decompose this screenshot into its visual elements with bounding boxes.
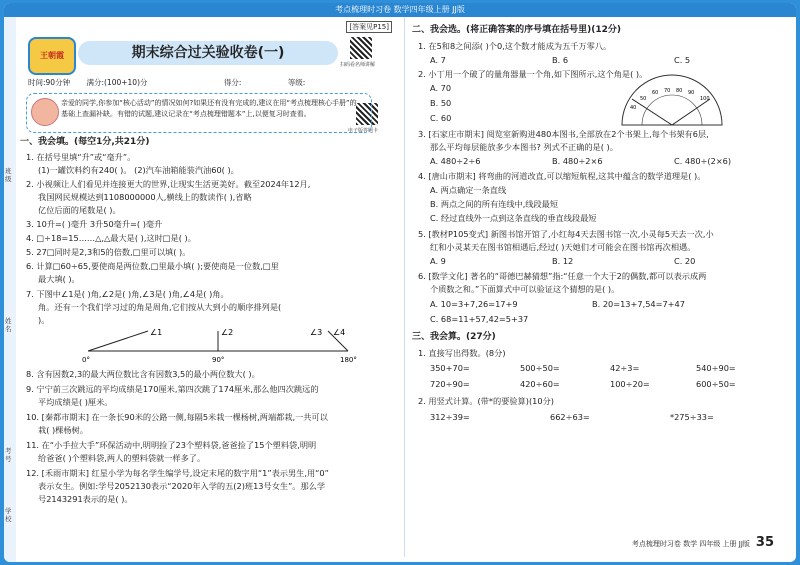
angle-tick-180: 180° (340, 356, 357, 364)
question-2-line2: 我国网民规模达到1108000000人,横线上的数读作( ),省略 (38, 192, 252, 202)
protractor-label-50: 50 (640, 96, 647, 102)
question-7-line1: 7. 下图中∠1是( )角,∠2是( )角,∠3是( )角,∠4是( )角。 (26, 289, 229, 299)
tip-box (26, 93, 372, 133)
choice-2-option-a[interactable]: A. 70 (430, 83, 452, 93)
qr-code-icon[interactable] (350, 37, 372, 59)
angle-tick-90: 90° (212, 356, 225, 364)
series-title: 考点梳理时习卷 数学四年级上册 JJ版 (335, 5, 465, 14)
calc-2-heading: 2. 用竖式计算。(带*的要验算)(10分) (418, 396, 554, 406)
vertical-calc-3: *275÷33= (670, 412, 714, 422)
page-divider (404, 17, 405, 557)
choice-4-option-a[interactable]: A. 两点确定一条直线 (430, 185, 507, 195)
question-3: 3. 10升=( )毫升 3升50毫升=( )毫升 (26, 219, 163, 229)
choice-3-line2: 那么平均每层能放多少本图书? 列式不正确的是( )。 (430, 142, 618, 152)
exam-score: 满分:(100+10)分 (86, 78, 148, 87)
angle-ray-1 (88, 331, 148, 351)
broken-protractor (612, 85, 732, 129)
choice-6-option-a[interactable]: A. 10=3+7,26=17+9 (430, 299, 518, 309)
choice-4-option-c[interactable]: C. 经过直线外一点到这条直线的垂直线段最短 (430, 213, 597, 223)
oral-1-3: 42÷3= (610, 363, 640, 373)
angle-label-3: ∠3 (310, 328, 323, 337)
gutter-name: 姓名 (5, 317, 12, 333)
choice-1: 1. 在5和8之间添( )个0,这个数才能成为五千万零八。 (418, 41, 612, 51)
choice-3-option-a[interactable]: A. 480÷2÷6 (430, 156, 481, 166)
angle-label-4: ∠4 (333, 328, 346, 337)
question-8: 8. 含有因数2,3的最大两位数比含有因数3,5的最小两位数大( )。 (26, 369, 260, 379)
tip-text: 亲爱的同学,你参加“核心活动”的情况如何?如果还有没有完成的,建议在用“考点梳理核心手册”的基础上查漏补缺。有错的试题,建议记录在“考点梳理错题本”上,以便复习时查看。 (61, 99, 357, 118)
protractor-label-100: 100 (700, 96, 710, 102)
question-6-line1: 6. 计算□60÷65,要使商是两位数,□里最小填( );要使商是一位数,□里 (26, 261, 279, 271)
grade-label: 等级: (287, 78, 306, 87)
question-6-line2: 最大填( )。 (38, 274, 80, 284)
binding-gutter (4, 17, 16, 562)
angle-label-1: ∠1 (150, 328, 163, 337)
question-9-line1: 9. 宁宁前三次跳远的平均成绩是170厘米,第四次跳了174厘米,那么他四次跳远的 (26, 384, 319, 394)
question-12-line2: 表示女生。例如:学号2052130表示“2020年入学的五(2)班13号女生”。那么学 (38, 481, 326, 491)
choice-6-line1: 6. [数学文化] 著名的“哥德巴赫猜想”指:“任意一个大于2的偶数,都可以表示成两 (418, 271, 707, 281)
page-footer (632, 535, 774, 550)
oral-1-2: 500÷50= (520, 363, 560, 373)
section-choice-heading: 二、我会选。(将正确答案的序号填在括号里)(12分) (412, 25, 621, 35)
vertical-calc-1: 312÷39= (430, 412, 470, 422)
score-label: 得分: (223, 78, 242, 87)
question-4: 4. □÷18=15……△,△最大是( ),这时□是( )。 (26, 233, 196, 243)
choice-5-option-c[interactable]: C. 20 (674, 256, 696, 266)
question-12-line3: 号2143291表示的是( )。 (38, 494, 133, 504)
answer-reference: [答案见P15] (346, 21, 392, 33)
teacher-avatar-icon (31, 98, 59, 126)
question-7-line3: )。 (38, 315, 50, 325)
protractor-label-60: 60 (652, 90, 659, 96)
question-9-line2: 平均成绩是( )厘米。 (38, 397, 113, 407)
page-number: 35 (755, 535, 774, 550)
oral-2-1: 720÷90= (430, 379, 470, 389)
question-12-line1: 12. [禾雨市期末] 红星小学为每名学生编学号,设定末尾的数字用“1”表示男生,用“0” (26, 468, 329, 478)
angle-tick-0: 0° (82, 356, 90, 364)
gutter-id: 考号 (5, 447, 12, 463)
protractor-label-90: 90 (688, 90, 695, 96)
protractor-label-80: 80 (676, 88, 683, 94)
question-10-line2: 栽( )棵杨树。 (38, 425, 88, 435)
calc-1-heading: 1. 直接写出得数。(8分) (418, 348, 506, 358)
oral-2-4: 600÷50= (696, 379, 736, 389)
question-10-line1: 10. [秦都市期末] 在一条长90米的公路一侧,每隔5米栽一棵杨树,两端都栽,一共可以 (26, 412, 328, 422)
brand-logo: 王朝霞 (28, 37, 76, 75)
choice-4-option-b[interactable]: B. 两点之间的所有连线中,线段最短 (430, 199, 559, 209)
exam-meta (28, 77, 388, 88)
gutter-class: 班级 (5, 167, 12, 183)
page-title: 期末综合过关验收卷(一) (78, 41, 338, 65)
section-fill-heading: 一、我会填。(每空1分,共21分) (20, 137, 150, 147)
left-page (18, 19, 398, 554)
choice-2-option-b[interactable]: B. 50 (430, 98, 452, 108)
choice-4: 4. [唐山市期末] 将弯曲的河道改直,可以缩短航程,这其中蕴含的数学道理是( )。 (418, 171, 706, 181)
oral-2-3: 100÷20= (610, 379, 650, 389)
oral-1-4: 540÷90= (696, 363, 736, 373)
choice-5-line2: 红和小灵某天在图书馆相遇后,经过( )天她们才可能会在图书馆再次相遇。 (430, 242, 696, 252)
question-5: 5. 27□同时是2,3和5的倍数,□里可以填( )。 (26, 247, 191, 257)
choice-5-option-a[interactable]: A. 9 (430, 256, 446, 266)
choice-2: 2. 小丁用一个破了的量角器量一个角,如下图所示,这个角是( )。 (418, 69, 648, 79)
choice-3-option-c[interactable]: C. 480÷(2×6) (674, 156, 732, 166)
qr-caption-2: 电子版答题卡 (348, 128, 379, 134)
question-1a: (1)一罐饮料约有240( )。 (2)汽车油箱能装汽油60( )。 (38, 165, 239, 175)
choice-1-option-b[interactable]: B. 6 (552, 55, 569, 65)
choice-6-option-c[interactable]: C. 68=11+57,42=5+37 (430, 314, 529, 324)
footer-text: 考点梳理时习卷 数学 四年级 上册 JJ版 (631, 540, 750, 548)
oral-1-1: 350+70= (430, 363, 470, 373)
choice-3-option-b[interactable]: B. 480÷2×6 (552, 156, 603, 166)
choice-5-option-b[interactable]: B. 12 (552, 256, 574, 266)
right-page (412, 19, 784, 554)
protractor-label-70: 70 (664, 88, 671, 94)
worksheet-spread (4, 3, 796, 562)
exam-time: 时间:90分钟 (28, 78, 71, 87)
gutter-school: 学校 (5, 507, 12, 523)
choice-5-line1: 5. [教材P105变式] 新图书馆开馆了,小红每4天去图书馆一次,小灵每5天去一次,小 (418, 229, 714, 239)
question-1: 1. 在括号里填“升”或“毫升”。 (26, 152, 136, 162)
question-2-line1: 2. 小视频让人们看见并连接更大的世界,让现实生活更美好。截至2024年12月, (26, 179, 311, 189)
choice-1-option-a[interactable]: A. 7 (430, 55, 446, 65)
qr-caption-1: 扫码看名师讲解 (340, 62, 376, 68)
section-calc-heading: 三、我会算。(27分) (412, 332, 496, 342)
question-11-line1: 11. 在“小手拉大手”环保活动中,明明捡了23个塑料袋,爸爸捡了15个塑料袋,明明 (26, 440, 317, 450)
question-2-line3: 亿位后面的尾数是( )。 (38, 205, 121, 215)
choice-3-line1: 3. [石家庄市期末] 阅览室新购进480本图书,全部放在2个书架上,每个书架有6层, (418, 129, 709, 139)
choice-2-option-c[interactable]: C. 60 (430, 113, 452, 123)
angle-label-2: ∠2 (221, 328, 234, 337)
angle-diagram (78, 329, 358, 365)
vertical-calc-2: 662÷63= (550, 412, 590, 422)
question-7-line2: 角。还有一个我们学习过的角是周角,它们按从大到小的顺序排列是( (38, 302, 282, 312)
protractor-label-40: 40 (630, 105, 637, 111)
oral-2-2: 420÷60= (520, 379, 560, 389)
choice-6-line2: 个质数之和。”下面算式中可以验证这个猜想的是( )。 (430, 284, 620, 294)
choice-6-option-b[interactable]: B. 20=13+7,54=7+47 (592, 299, 685, 309)
choice-1-option-c[interactable]: C. 5 (674, 55, 691, 65)
question-11-line2: 给爸爸( )个塑料袋,两人的塑料袋就一样多了。 (38, 453, 206, 463)
